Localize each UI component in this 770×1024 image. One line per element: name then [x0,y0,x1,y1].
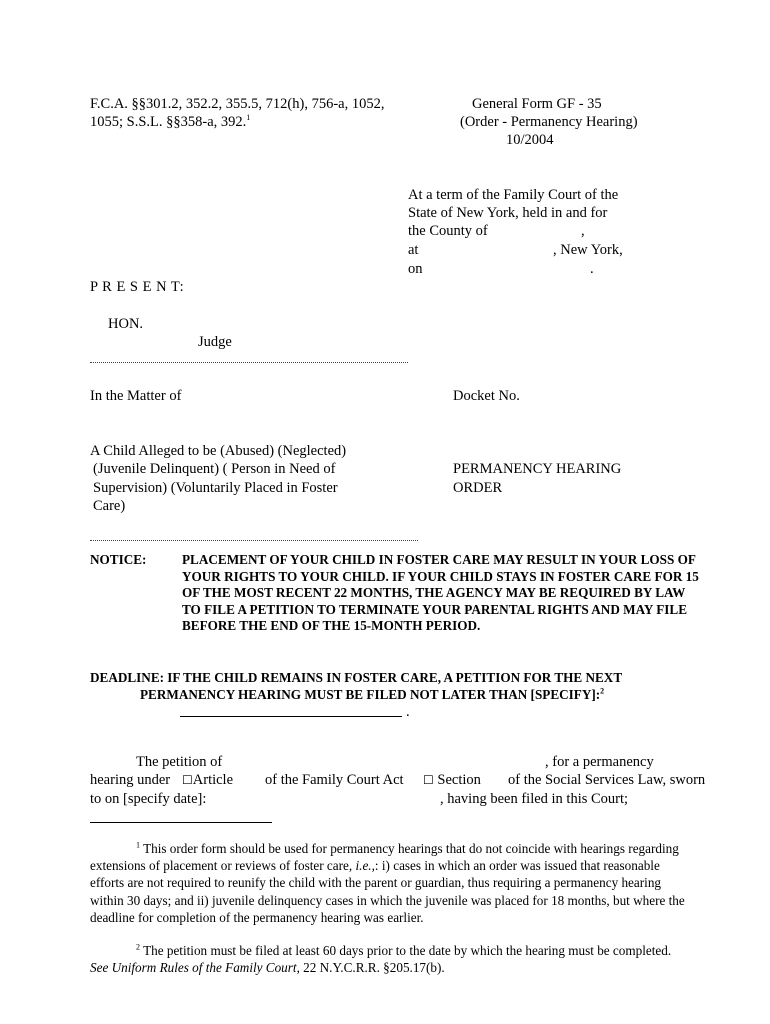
footnote-1-text-a: This order form should be used for permanency hearings that do not coincide with hearings regarding extensions of placement or reviews of foster care, [90,841,679,874]
deadline-line2 [140,686,604,704]
form-subtitle: (Order - Permanency Hearing) [460,114,638,130]
fca-label: of the Family Court Act [265,772,404,788]
judge-label: Judge [198,334,232,350]
article-option[interactable] [182,771,233,789]
deadline-date-field[interactable] [180,716,402,717]
section-checkbox[interactable]: ☐ [423,773,434,787]
for-permanency-text: , for a permanency [545,754,654,770]
footnote-separator [90,822,272,823]
child-status-line1: A Child Alleged to be (Abused) (Neglected) [90,443,347,459]
notice-label: NOTICE: [90,552,147,567]
order-title-line2: ORDER [453,480,503,496]
footnote-2-citation: See Uniform Rules of the Family Court [90,960,297,976]
footnote-1-ie: i.e., [355,858,375,874]
date-label: on [408,261,423,277]
statute-citation-line2 [90,113,250,131]
deadline-line1: DEADLINE: IF THE CHILD REMAINS IN FOSTER CARE, A PETITION FOR THE NEXT [90,670,623,685]
county-label: the County of [408,223,488,239]
sworn-date-label: to on [specify date]: [90,791,207,807]
order-title-line1: PERMANENCY HEARING [453,461,622,477]
court-term-line2: State of New York, held in and for [408,205,608,221]
location-suffix: , New York, [553,242,623,258]
statute-citation-line1: F.C.A. §§301.2, 352.2, 355.5, 712(h), 756-a, 1052, [90,96,385,112]
form-date: 10/2004 [506,132,554,148]
footnote-1-number: 1 [136,840,140,850]
footnote-ref-2: 2 [600,686,605,696]
matter-label: In the Matter of [90,388,182,404]
footnote-1-text-b: : i) cases in which an order was issued that reasonable efforts are not required to reunify the child with the parent or guardian, thus requiring a permanency hearing within 30 days; and ii) juvenile delinquency cases in which the juvenile was placed for 18 months, but where the deadline for completion of the permanency hearing was earlier. [90,858,685,925]
deadline-line2-text: PERMANENCY HEARING MUST BE FILED NOT LATER THAN [SPECIFY]: [140,687,601,702]
statute-citation-text: 1055; S.S.L. §§358-a, 392. [90,114,247,130]
docket-label: Docket No. [453,388,520,404]
article-checkbox[interactable]: ☐ [182,773,193,787]
footnote-2-number: 2 [136,942,140,952]
location-label: at [408,242,419,258]
notice-text: PLACEMENT OF YOUR CHILD IN FOSTER CARE MAY RESULT IN YOUR LOSS OF YOUR RIGHTS TO YOUR CHILD. IF YOUR CHILD STAYS IN FOSTER CARE FOR 15 OF THE MOST RECENT 22 MONTHS, THE AGENCY MAY BE REQUIRED BY LAW TO FILE A PETITION TO TERMINATE YOUR PARENTAL RIGHTS AND MAY FILE BEFORE THE END OF THE 15-MONTH PERIOD. [182,552,699,634]
caption-top-divider [90,362,408,363]
footnote-2-text-b: , 22 N.Y.C.R.R. §205.17(b). [296,960,445,976]
date-period: . [590,261,594,277]
footnote-2 [90,942,690,976]
petition-of-label: The petition of [136,754,223,770]
caption-bottom-divider [90,540,418,541]
hon-label: HON. [108,316,144,332]
ssl-label: of the Social Services Law, sworn [508,772,706,788]
filed-text: , having been filed in this Court; [440,791,629,807]
present-label: P R E S E N T: [90,279,185,295]
article-label: Article [192,772,234,788]
child-status-line2: (Juvenile Delinquent) ( Person in Need of [93,461,336,477]
deadline-period: . [406,704,410,720]
child-status-line3: Supervision) (Voluntarily Placed in Foster [93,480,338,496]
court-term-line1: At a term of the Family Court of the [408,187,619,203]
hearing-under-label: hearing under [90,772,171,788]
footnote-ref-1: 1 [246,113,251,123]
footnote-2-text-a: The petition must be filed at least 60 days prior to the date by which the hearing must be completed. [143,943,672,958]
child-status-line4: Care) [93,498,126,514]
section-option[interactable] [423,771,481,789]
county-comma: , [581,223,585,239]
section-label: Section [437,772,481,788]
form-title: General Form GF - 35 [472,96,602,112]
footnote-1 [90,840,690,926]
